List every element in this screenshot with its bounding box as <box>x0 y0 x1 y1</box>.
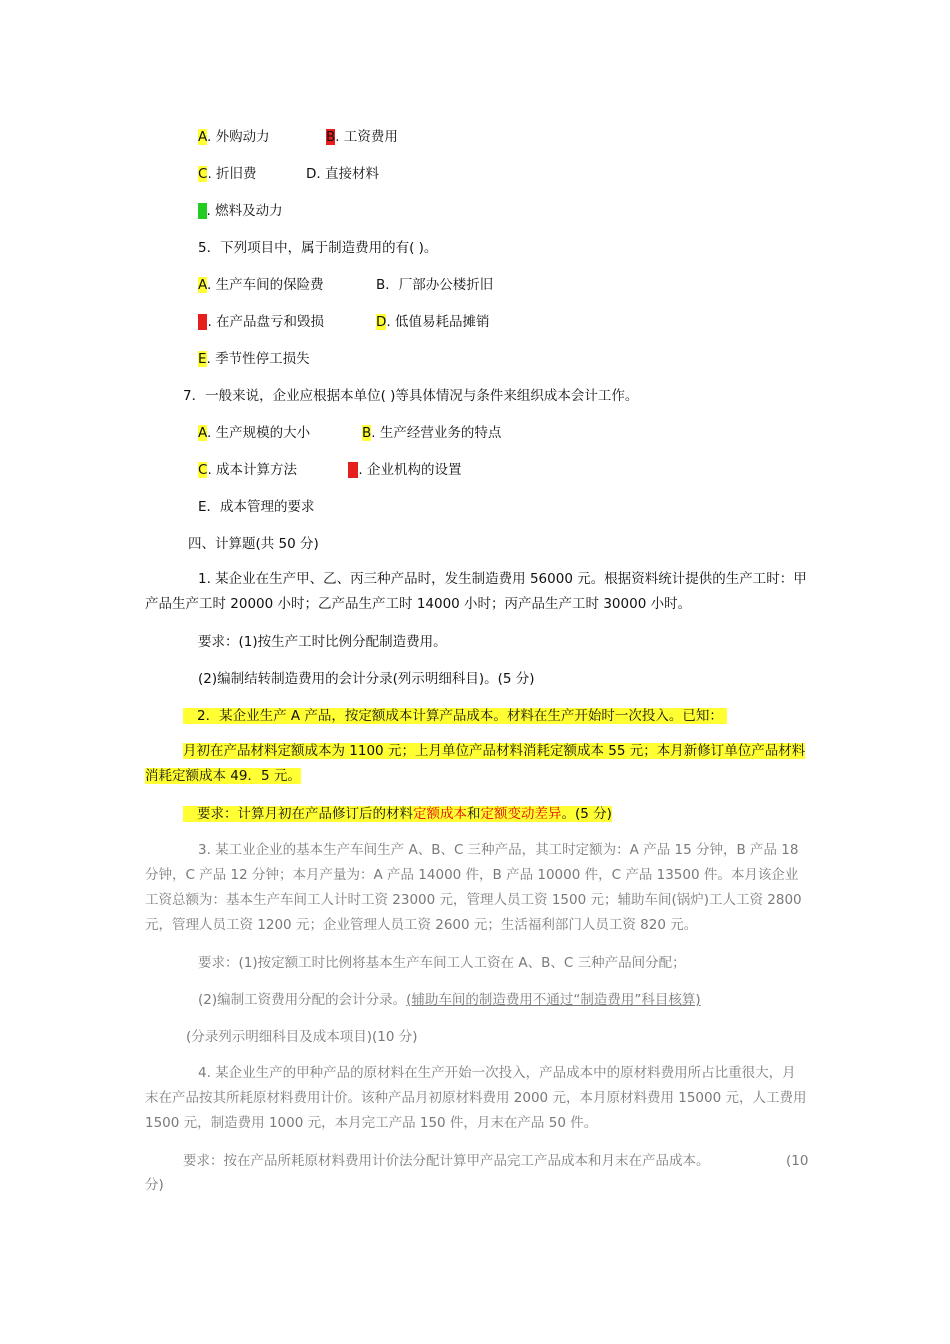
q4-option-d-text: D. 直接材料 <box>306 166 379 182</box>
section-heading: 四、计算题(共 50 分) <box>188 536 319 552</box>
calc1-req2: (2)编制结转制造费用的会计分录(列示明细科目)。(5 分) <box>198 671 535 687</box>
q5-option-c-text: . 在产品盘亏和毁损 <box>207 314 325 330</box>
q5-question: 5．下列项目中，属于制造费用的有( )。 <box>198 240 438 256</box>
q4-option-a-letter: A <box>198 129 207 145</box>
q4-option-d <box>306 165 379 183</box>
q5-option-d-text: . 低值易耗品摊销 <box>386 314 490 330</box>
q7-option-a-letter: A <box>198 425 207 441</box>
q4-option-c-text: . 折旧费 <box>207 166 257 182</box>
q7-option-c <box>198 461 297 479</box>
calc3-body: 3. 某工业企业的基本生产车间生产 A、B、C 三种产品，其工时定额为：A 产品 15 分钟，B 产品 18 分钟，C 产品 12 分钟；本月产量为：A 产品 14000 件，B 产品 10000 件，C 产品 13500 件。本月该企业工资总额为：基本生产车间工人计时工资 23000 元，管理人员工资 1500 元；辅助车间(锅炉)工人工资 2800 元，管理人员工资 1200 元；企业管理人员工资 2600 元；生活福利部门人员工资 820 元。 <box>145 842 802 933</box>
q7-option-d <box>348 461 462 479</box>
q4-option-b-letter: B <box>326 129 336 145</box>
q5-option-c-letter: C <box>198 314 208 330</box>
q5-option-b-text: B．厂部办公楼折旧 <box>376 277 494 293</box>
q7-option-b <box>362 424 501 442</box>
q4-option-b-text: . 工资费用 <box>335 129 398 145</box>
q4-option-c <box>198 165 257 183</box>
q7-option-d-text: . 企业机构的设置 <box>358 462 462 478</box>
q7-question: 7．一般来说，企业应根据本单位( )等具体情况与条件来组织成本会计工作。 <box>183 388 639 404</box>
calc3-req2-underlined: (辅助车间的制造费用不通过“制造费用”科目核算) <box>406 992 701 1008</box>
calc2-req-post: 。(5 分) <box>561 806 612 822</box>
q7-option-a-text: . 生产规模的大小 <box>207 425 311 441</box>
q5-option-a-letter: A <box>198 277 207 293</box>
calc3-req2-pre: (2)编制工资费用分配的会计分录。 <box>198 992 407 1008</box>
calc3-req1: 要求：(1)按定额工时比例将基本生产车间工人工资在 A、B、C 三种产品间分配； <box>198 955 686 971</box>
q5-option-b <box>376 276 493 294</box>
q7-option-b-letter: B <box>362 425 372 441</box>
q4-option-e-letter: E <box>198 203 207 219</box>
calc4-req-points: (10 <box>786 1153 809 1169</box>
q7-option-e <box>198 498 315 516</box>
calc4-req-points-end: 分) <box>145 1177 164 1193</box>
q4-option-e <box>198 202 283 220</box>
calc1-req1: 要求：(1)按生产工时比例分配制造费用。 <box>198 634 447 650</box>
q7-option-c-letter: C <box>198 462 208 478</box>
calc2-req-pre: 要求：计算月初在产品修订后的材料 <box>183 806 413 822</box>
calc2-line1 <box>183 707 727 725</box>
q5-option-a <box>198 276 324 294</box>
q7-option-c-text: . 成本计算方法 <box>207 462 298 478</box>
q5-option-d-letter: D <box>376 314 387 330</box>
q5-option-d <box>376 313 490 331</box>
q5-option-e-text: . 季节性停工损失 <box>206 351 310 367</box>
q7-option-d-letter: D <box>348 462 359 478</box>
q5-option-a-text: . 生产车间的保险费 <box>207 277 324 293</box>
q5-option-e <box>198 350 310 368</box>
q4-option-b <box>326 128 398 146</box>
calc2-requirement <box>183 805 612 823</box>
calc2-line1-text: 2．某企业生产 A 产品，按定额成本计算产品成本。材料在生产开始时一次投入。已知： <box>183 708 727 724</box>
q4-option-e-text: . 燃料及动力 <box>206 203 283 219</box>
q4-option-a-text: . 外购动力 <box>207 129 270 145</box>
q5-option-e-letter: E <box>198 351 207 367</box>
q4-option-c-letter: C <box>198 166 208 182</box>
calc1-body: 1. 某企业在生产甲、乙、丙三种产品时，发生制造费用 56000 元。根据资料统计提供的生产工时：甲产品生产工时 20000 小时；乙产品生产工时 14000 小时；丙产品生产工时 30000 小时。 <box>145 571 807 612</box>
calc2-req-mid: 和 <box>467 806 481 822</box>
calc2-req-red2: 定额变动差异 <box>480 806 562 822</box>
q4-option-a <box>198 128 270 146</box>
calc2-req-red1: 定额成本 <box>413 806 467 822</box>
calc3-req2 <box>198 991 701 1009</box>
q5-option-c <box>198 313 324 331</box>
q7-option-e-text: E．成本管理的要求 <box>198 499 315 515</box>
q7-option-b-text: . 生产经营业务的特点 <box>371 425 502 441</box>
calc3-req3: (分录列示明细科目及成本项目)(10 分) <box>186 1029 418 1045</box>
calc2-body-text: 月初在产品材料定额成本为 1100 元；上月单位产品材料消耗定额成本 55 元；本月新修订单位产品材料消耗定额成本 49．5 元。 <box>145 743 806 784</box>
q7-option-a <box>198 424 310 442</box>
calc2-body <box>145 739 807 789</box>
calc4-req-text: 要求：按在产品所耗原材料费用计价法分配计算甲产品完工产品成本和月末在产品成本。 <box>183 1153 710 1169</box>
calc4-body: 4. 某企业生产的甲种产品的原材料在生产开始一次投入，产品成本中的原材料费用所占比重很大，月末在产品按其所耗原材料费用计价。该种产品月初原材料费用 2000 元，本月原材料费用 15000 元，人工费用 1500 元，制造费用 1000 元，本月完工产品 150 件，月末在产品 50 件。 <box>145 1065 807 1131</box>
